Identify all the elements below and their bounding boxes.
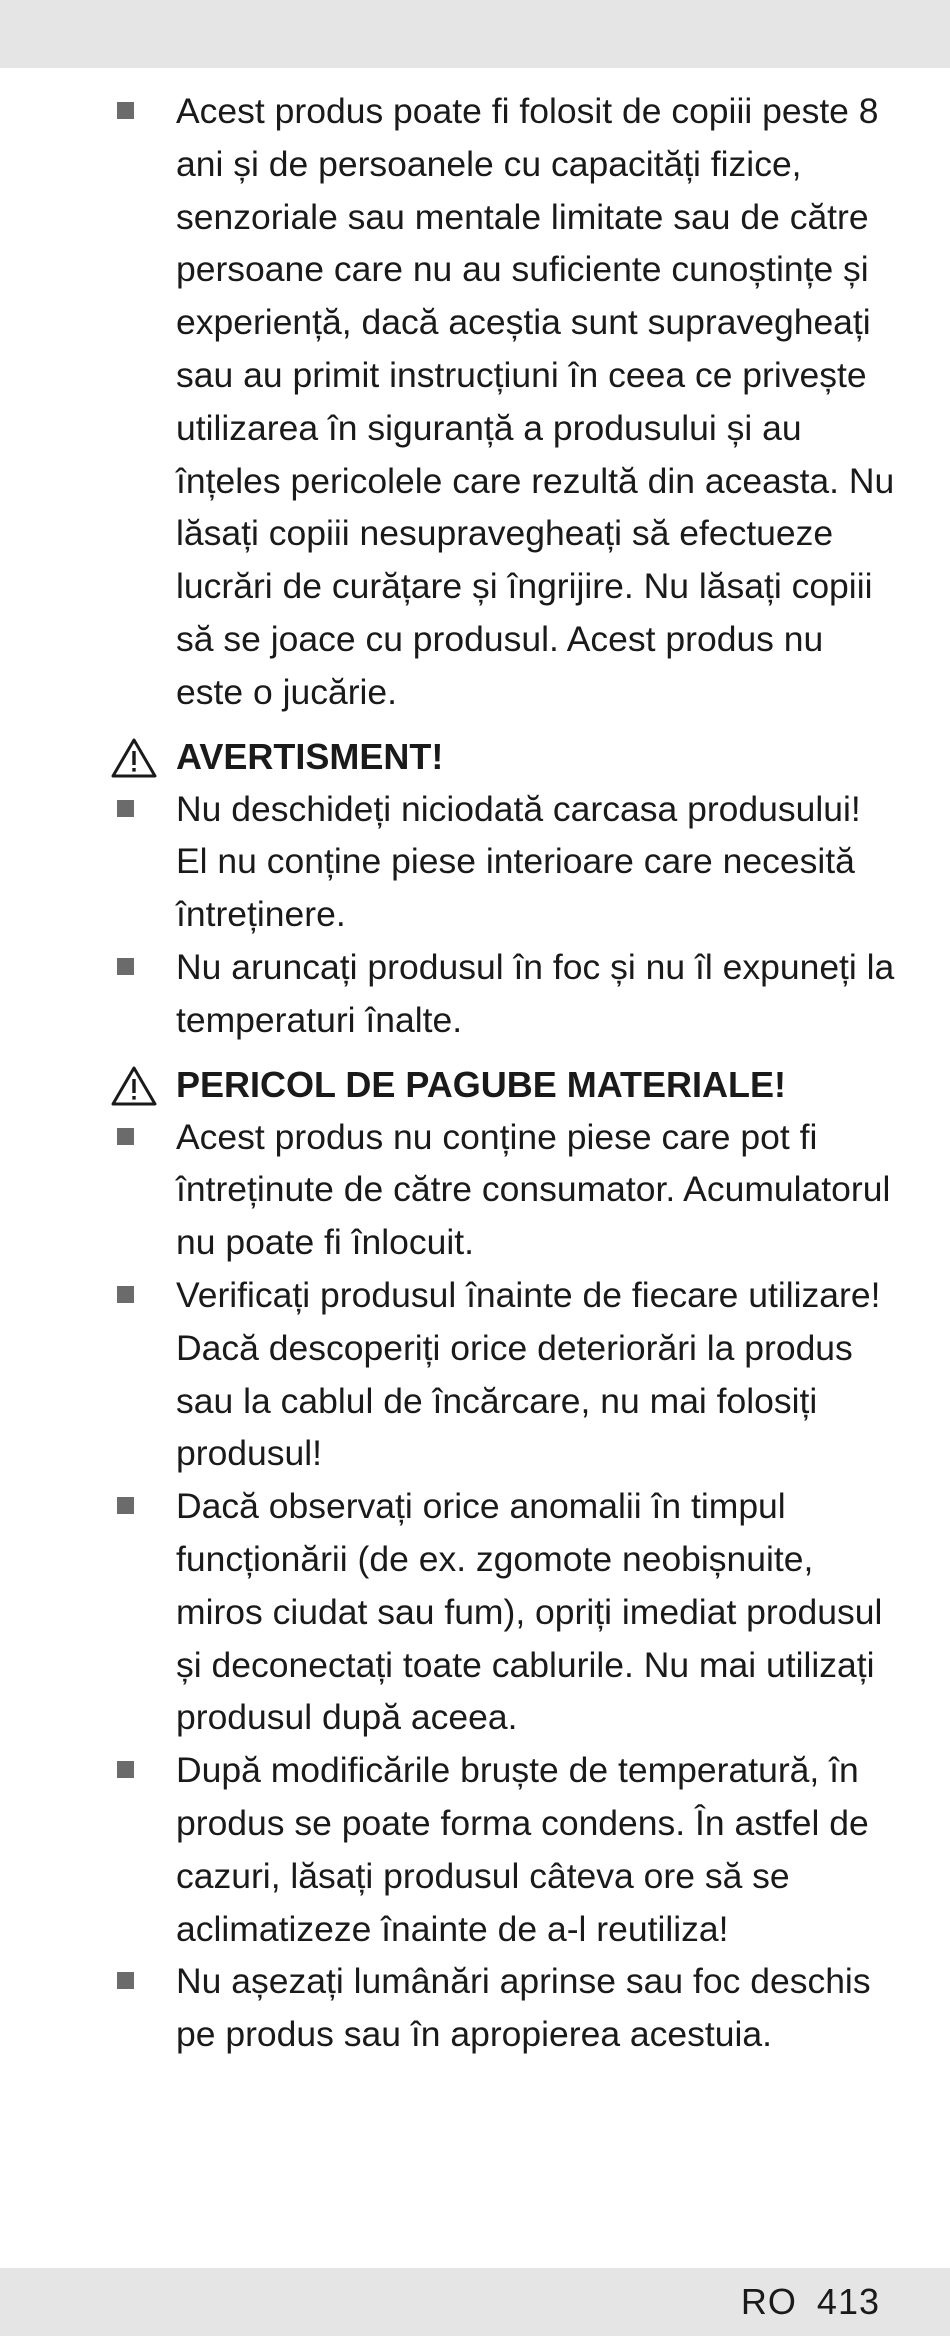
- list-item-text: Nu așezați lumânări aprinse sau foc deschis pe produs sau în apropierea acestuia.: [176, 1961, 871, 2055]
- page-number-value: 413: [816, 2281, 880, 2322]
- square-bullet-icon: [117, 800, 134, 817]
- list-item: [110, 1955, 900, 2061]
- square-bullet-icon: [117, 102, 134, 119]
- list-item: [110, 1111, 900, 1269]
- damage-title: PERICOL DE PAGUBE MATERIALE!: [176, 1063, 787, 1105]
- page-number: [741, 2282, 880, 2322]
- list-item-text: Acest produs nu conține piese care pot fi întreținute de către consumator. Acumulatorul nu poate fi înlocuit.: [176, 1116, 891, 1263]
- list-item: [110, 783, 900, 941]
- square-bullet-icon: [117, 1128, 134, 1145]
- warning-triangle-icon: [110, 737, 158, 779]
- list-item-text: Verificați produsul înainte de fiecare utilizare! Dacă descoperiți orice deteriorări la produs sau la cablul de încărcare, nu mai folosiți produsul!: [176, 1274, 881, 1474]
- list-item: [110, 85, 900, 719]
- square-bullet-icon: [117, 1761, 134, 1778]
- square-bullet-icon: [117, 958, 134, 975]
- list-item: [110, 1269, 900, 1480]
- list-item-text: Nu aruncați produsul în foc și nu îl expuneți la temperaturi înalte.: [176, 946, 895, 1040]
- square-bullet-icon: [117, 1497, 134, 1514]
- list-item-text: Acest produs poate fi folosit de copiii peste 8 ani și de persoanele cu capacități fizice, senzoriale sau mentale limitate sau de către persoane care nu au suficiente cunoștințe și experiență, dacă aceștia sunt supravegheați sau au primit instrucțiuni în ceea ce privește utilizarea în siguranță a produsului și au înțeles pericolele care rezultă din aceasta. Nu lăsați copiii nesupravegheați să efectueze lucrări de curățare și îngrijire. Nu lăsați copiii să se joace cu produsul. Acest produs nu este o jucărie.: [176, 91, 895, 712]
- square-bullet-icon: [117, 1972, 134, 1989]
- list-item: [110, 941, 900, 1047]
- language-code: RO: [740, 2281, 797, 2322]
- list-item-text: Nu deschideți niciodată carcasa produsului! El nu conține piese interioare care necesită întreținere.: [176, 788, 861, 935]
- list-item-text: Dacă observați orice anomalii în timpul funcționării (de ex. zgomote neobișnuite, miros ciudat sau fum), opriți imediat produsul și deconectați toate cablurile. Nu mai utilizați produsul după aceea.: [176, 1486, 883, 1738]
- warning-triangle-icon: [110, 1065, 158, 1107]
- list-item: [110, 1744, 900, 1955]
- warning-title: AVERTISMENT!: [176, 735, 444, 777]
- safety-content: [110, 85, 900, 2061]
- list-item-text: După modificările bruște de temperatură, în produs se poate forma condens. În astfel de cazuri, lăsați produsul câteva ore să se aclimatizeze înainte de a-l reutiliza!: [176, 1750, 869, 1949]
- square-bullet-icon: [117, 1286, 134, 1303]
- warning-heading: [110, 731, 900, 783]
- header-band: [0, 0, 950, 68]
- damage-heading: [110, 1059, 900, 1111]
- list-item: [110, 1480, 900, 1744]
- footer-band: [0, 2268, 950, 2336]
